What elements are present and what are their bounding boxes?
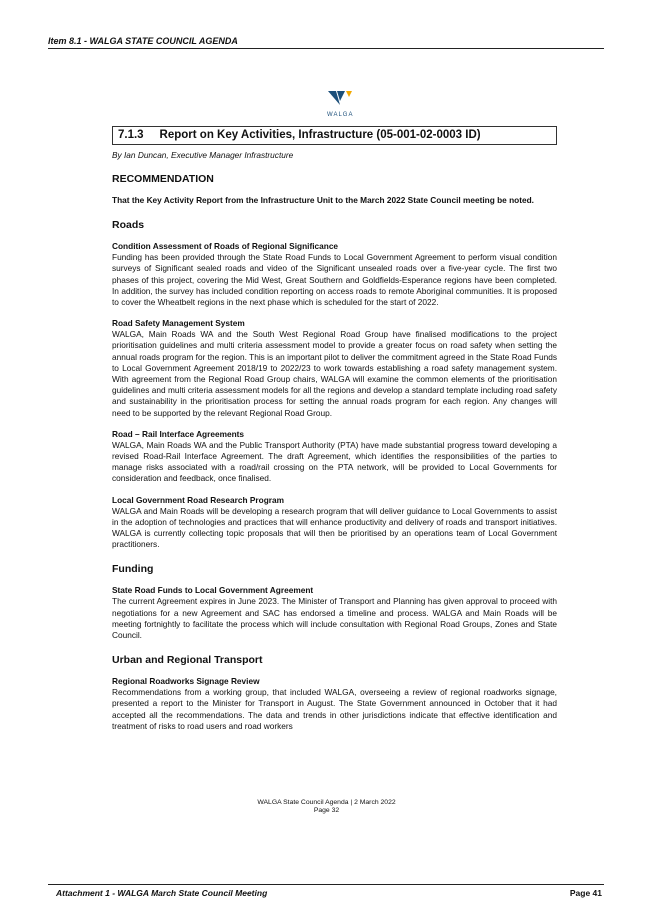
- attachment-label: Attachment 1 - WALGA March State Council Meeting: [56, 888, 268, 898]
- roads-heading: Roads: [112, 219, 145, 232]
- subheading: Local Government Road Research Program: [112, 494, 284, 505]
- subheading: Regional Roadworks Signage Review: [112, 676, 260, 687]
- section-title: 7.1.3 Report on Key Activities, Infrastructure (05-001-02-0003 ID): [112, 126, 557, 145]
- agenda-header: Item 8.1 - WALGA STATE COUNCIL AGENDA: [48, 36, 238, 46]
- attachment-footer: [56, 888, 602, 898]
- funding-heading: Funding: [112, 563, 154, 576]
- paragraph: WALGA and Main Roads will be developing a research program that will deliver guidance to Local Governments to assist in the adoption of technologies and practices that will enhance productivity and delivery of roads and transport initiatives. WALGA is currently collecting topic proposals that will then be prioritised by an operations team of Local Government practitioners.: [112, 505, 557, 550]
- paragraph: WALGA, Main Roads WA and the Public Transport Authority (PTA) have made substantial progress toward developing a revised Road-Rail Interface Agreement. The draft Agreement, which identifies the responsibilities of the parties to manage risks associated with a road/rail crossing on the PTA network, will be provided to Local Governments for consideration and feedback, once finalised.: [112, 439, 557, 484]
- agenda-footer-line: WALGA State Council Agenda | 2 March 2022: [257, 799, 396, 806]
- paragraph: Recommendations from a working group, that included WALGA, overseeing a review of regional roadworks signage, presented a report to the Minister for Transport in August. The State Government announced in October that it had accepted all the recommendations. The data and trends in other jurisdictions indicate that effective identification and treatment of risks to road users and road workers: [112, 687, 557, 731]
- paragraph: WALGA, Main Roads WA and the South West Regional Road Group have finalised modifications to the project prioritisation guidelines and multi criteria assessment model to provide a greater focus on road safety when setting the annual roads program for the region. This is an important pilot to deliver the commitment agreed in the State Road Funds to Local Government Agreement 2018/19 to 2022/23 to work towards establishing a road safety management system. With agreement from the Regional Road Group chairs, WALGA will examine the common elements of the prioritisation guidelines and multi criteria assessment models for all the regions and develop a standard template including road safety and sustainability in the prioritisation process for setting the annual roads program for each region. Any changes will need to be supported by the relevant Regional Road Group.: [112, 329, 557, 418]
- recommendation-heading: RECOMMENDATION: [112, 173, 214, 185]
- walga-logo-icon: [327, 90, 353, 106]
- walga-logo: [327, 90, 353, 118]
- agenda-page-number: Page 32: [313, 807, 340, 814]
- recommendation-text: That the Key Activity Report from the Infrastructure Unit to the March 2022 State Council meeting be noted.: [112, 195, 534, 205]
- header-divider: [48, 48, 604, 49]
- urban-transport-heading: Urban and Regional Transport: [112, 654, 263, 667]
- report-content: [112, 126, 557, 732]
- paragraph: The current Agreement expires in June 2023. The Minister of Transport and Planning has given approval to proceed with negotiations for a new Agreement and SAC has endorsed a timeline and process. WALGA and Main Roads will be meeting fortnightly to facilitate the process which will include consultation with Regional Road Groups, Zones and State Council.: [112, 596, 557, 641]
- byline: By Ian Duncan, Executive Manager Infrastructure: [112, 150, 294, 160]
- paragraph: Funding has been provided through the State Road Funds to Local Government Agreement to perform visual condition surveys of Significant sealed roads and video of the Significant unsealed roads over a five-year cycle. The first two phases of this project, covering the Mid West, Great Southern and Goldfields-Esperance regions have been completed. In addition, the survey has included condition reporting on access roads to remote Aboriginal communities. It is proposed to cover the Wheatbelt regions in the next phase which is scheduled for the start of 2022.: [112, 252, 557, 308]
- attachment-page-number: Page 41: [569, 888, 602, 898]
- logo-wordmark: WALGA: [327, 112, 354, 118]
- subheading: Condition Assessment of Roads of Regional Significance: [112, 241, 339, 252]
- subheading: Road – Rail Interface Agreements: [112, 428, 245, 439]
- subheading: State Road Funds to Local Government Agreement: [112, 585, 314, 596]
- footer-divider: [48, 884, 604, 885]
- subheading: Road Safety Management System: [112, 318, 245, 329]
